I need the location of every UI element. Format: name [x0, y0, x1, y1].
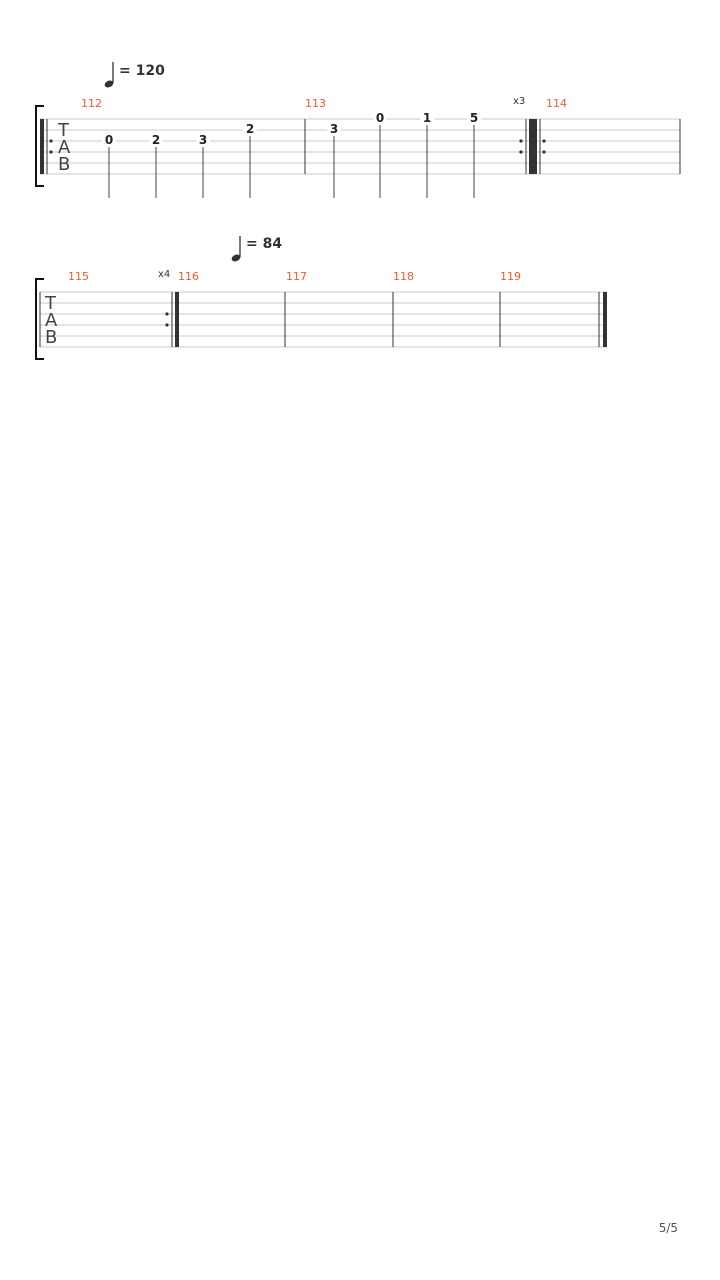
note-group: [373, 111, 387, 198]
repeat-start-thick-bar: [40, 119, 44, 174]
measure-number: 113: [305, 97, 326, 110]
fret-number: 2: [151, 133, 161, 147]
note-group: [243, 122, 257, 198]
tempo-text: = 84: [246, 236, 283, 252]
repeat-count: x4: [158, 269, 171, 280]
note-group: [420, 111, 434, 198]
repeat-dot: [49, 139, 52, 142]
tempo-marking-1: [104, 62, 166, 89]
tab-clef-letter: T: [45, 293, 56, 314]
measure-number: 116: [178, 270, 199, 283]
repeat-count: x3: [513, 96, 526, 107]
tempo-text: = 120: [119, 63, 165, 79]
fret-number: 3: [198, 133, 208, 147]
fret-number: 0: [104, 133, 114, 147]
fret-number: 2: [245, 122, 255, 136]
note-group: [327, 122, 341, 198]
repeat-end-thick-bar: [175, 292, 179, 347]
note-group: [467, 111, 481, 198]
system-1: [36, 62, 680, 198]
fret-number: 1: [422, 111, 432, 125]
final-thick-bar: [603, 292, 607, 347]
tab-clef-letter: B: [45, 327, 58, 348]
note-group: [196, 133, 210, 198]
repeat-double-thick-bar: [529, 119, 537, 174]
fret-number: 0: [375, 111, 385, 125]
measure-number: 115: [68, 270, 89, 283]
note-group: [102, 133, 116, 198]
measure-number: 117: [286, 270, 307, 283]
repeat-dot: [542, 139, 545, 142]
measure-number: 118: [393, 270, 414, 283]
system-2: [36, 236, 607, 359]
tab-clef-letter: A: [58, 137, 71, 158]
staff-lines: [40, 292, 607, 347]
score-area: [0, 0, 720, 420]
repeat-dot: [519, 150, 522, 153]
tab-clef-letter: B: [58, 154, 71, 175]
repeat-dot: [165, 312, 168, 315]
repeat-dot: [542, 150, 545, 153]
measure-number: 119: [500, 270, 521, 283]
page-number: 5/5: [658, 1221, 678, 1235]
measure-number: 114: [546, 97, 567, 110]
measure-number: 112: [81, 97, 102, 110]
tab-clef-letter: T: [58, 120, 69, 141]
fret-number: 5: [469, 111, 479, 125]
repeat-dot: [49, 150, 52, 153]
tempo-marking-2: [231, 236, 283, 263]
repeat-dot: [519, 139, 522, 142]
fret-number: 3: [329, 122, 339, 136]
tab-clef-letter: A: [45, 310, 58, 331]
staff-lines: [40, 119, 680, 174]
note-group: [149, 133, 163, 198]
repeat-dot: [165, 323, 168, 326]
